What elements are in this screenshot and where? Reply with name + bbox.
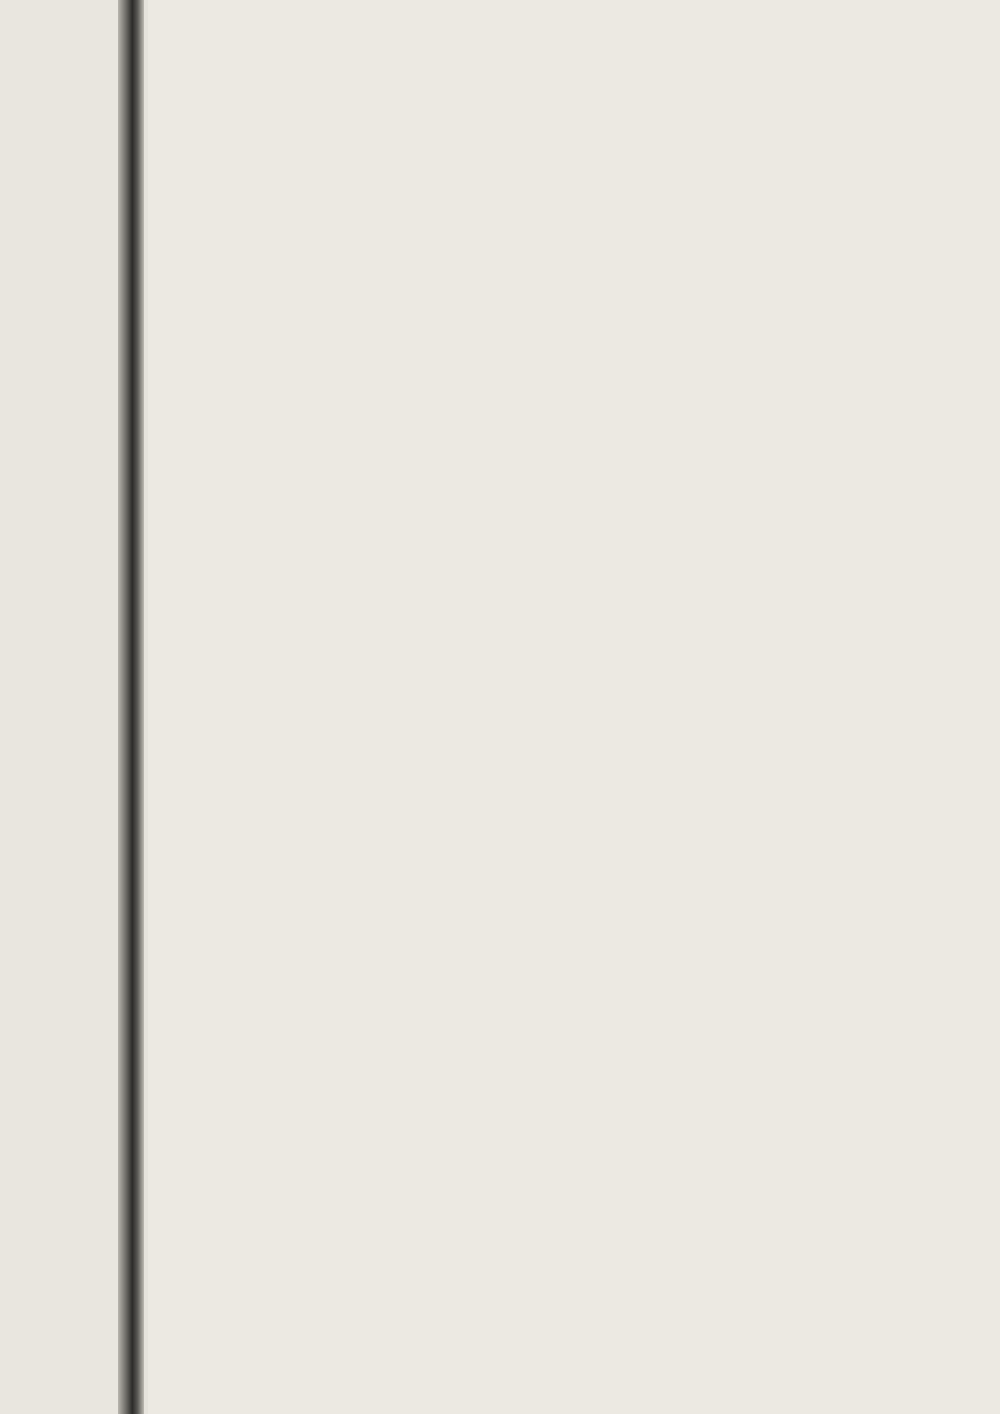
adjacent-page-fragment [0,0,118,1414]
page-body [148,88,934,114]
book-gutter [118,0,144,1414]
page [148,0,1000,1414]
